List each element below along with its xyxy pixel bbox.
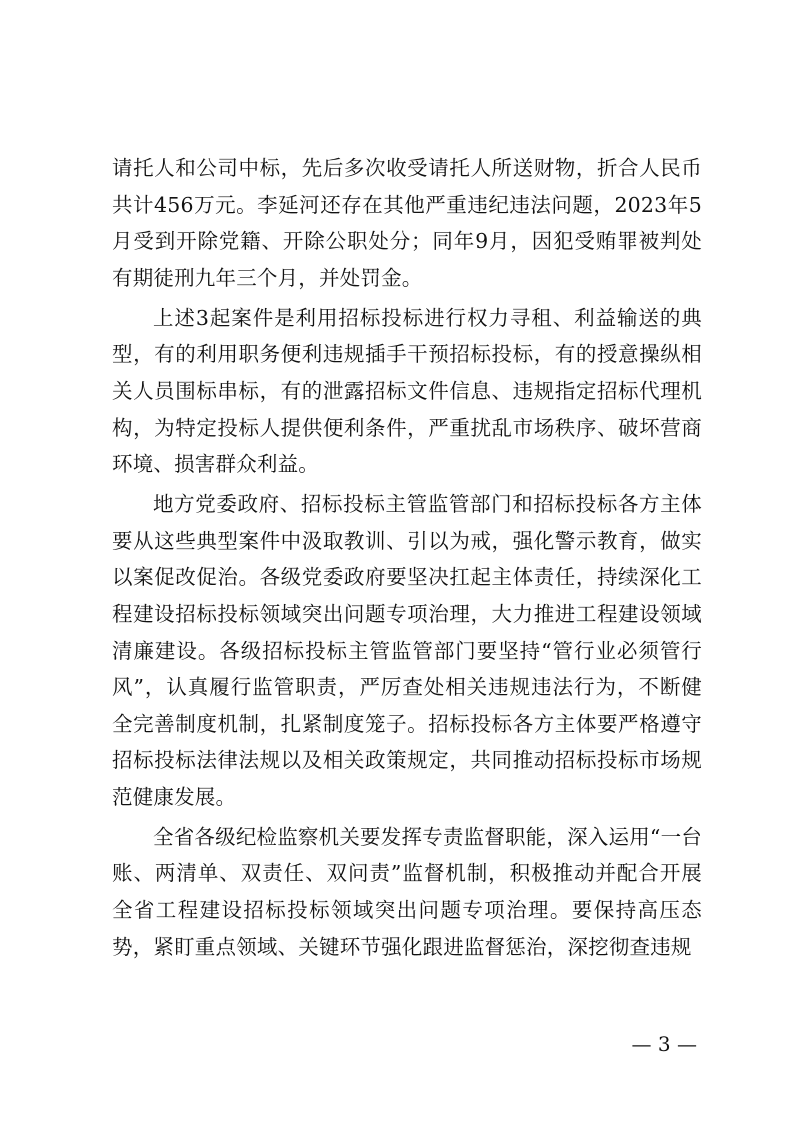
document-body bbox=[112, 150, 702, 969]
paragraph-1: 请托人和公司中标，先后多次收受请托人所送财物，折合人民币共计456万元。李延河还存在其他严重违纪违法问题，2023年5月受到开除党籍、开除公职处分；同年9月，因犯受贿罪被判处有期徒刑九年三个月，并处罚金。 bbox=[112, 156, 702, 290]
page-number: — 3 — bbox=[631, 1032, 697, 1056]
paragraph-4: 全省各级纪检监察机关要发挥专责监督职能，深入运用“一台账、两清单、双责任、双问责”监督机制，积极推动并配合开展全省工程建设招标投标领域突出问题专项治理。要保持高压态势，紧盯重点领域、关键环节强化跟进监督惩治，深挖彻查违规 bbox=[112, 824, 702, 959]
paragraph-3: 地方党委政府、招标投标主管监管部门和招标投标各方主体要从这些典型案件中汲取教训、引以为戒，强化警示教育，做实以案促改促治。各级党委政府要坚决扛起主体责任，持续深化工程建设招标投标领域突出问题专项治理，大力推进工程建设领域清廉建设。各级招标投标主管监管部门要坚持“管行业必须管行风”，认真履行监管职责，严厉查处相关违规违法行为，不断健全完善制度机制，扎紧制度笼子。招标投标各方主体要严格遵守招标投标法律法规以及相关政策规定，共同推动招标投标市场规范健康发展。 bbox=[112, 492, 702, 809]
paragraph-2: 上述3起案件是利用招标投标进行权力寻租、利益输送的典型，有的利用职务便利违规插手干预招标投标，有的授意操纵相关人员围标串标，有的泄露招标文件信息、违规指定招标代理机构，为特定投标人提供便利条件，严重扰乱市场秩序、破坏营商环境、损害群众利益。 bbox=[112, 305, 702, 477]
